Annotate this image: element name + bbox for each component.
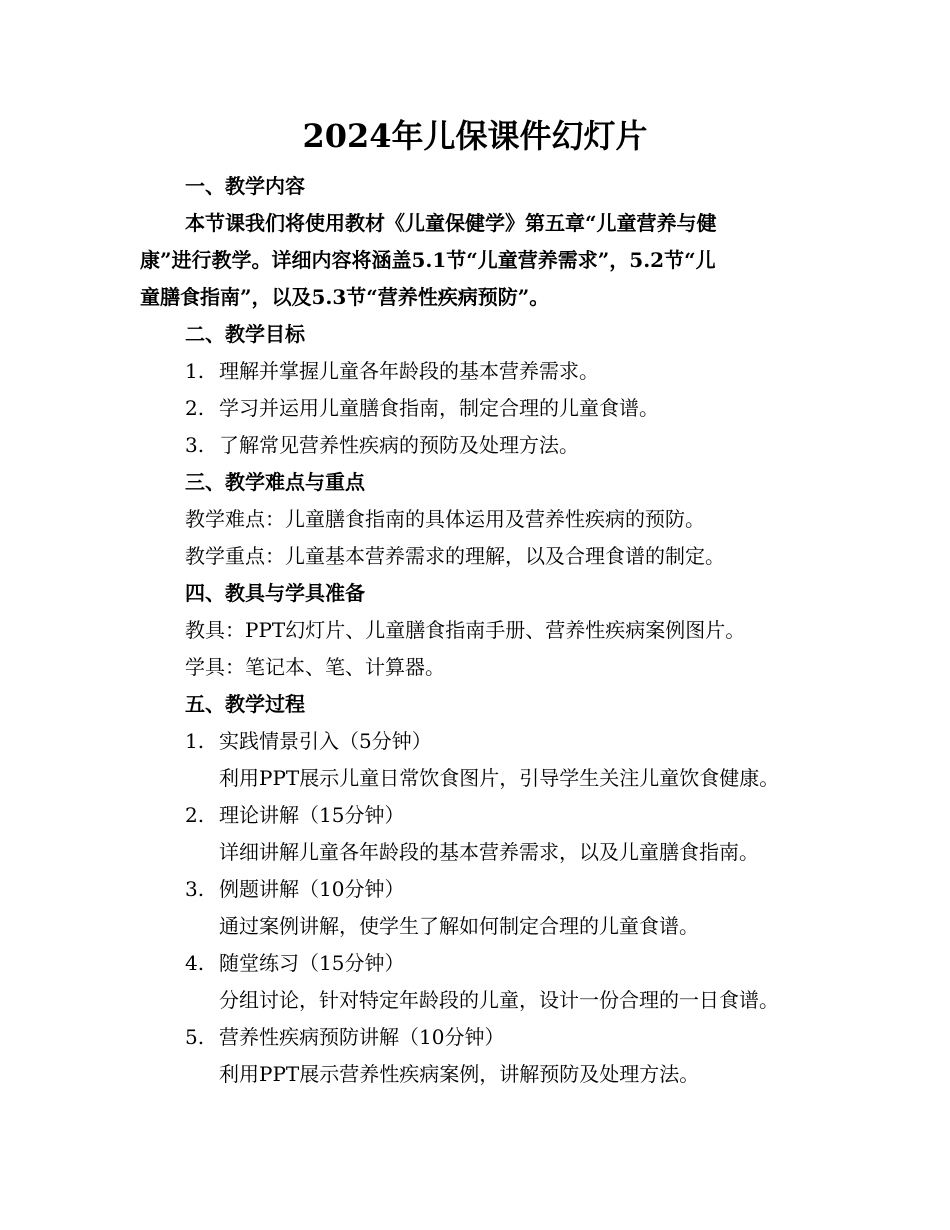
section-heading-process: 五、教学过程 (185, 692, 305, 716)
list-number: 3. (185, 433, 205, 457)
process-step-title (185, 875, 404, 903)
process-step-title (185, 727, 432, 755)
list-number: 1. (185, 359, 205, 383)
section-heading-materials: 四、教具与学具准备 (185, 581, 365, 605)
teaching-difficulty: 教学难点：儿童膳食指南的具体运用及营养性疾病的预防。 (185, 507, 705, 531)
teaching-focus: 教学重点：儿童基本营养需求的理解，以及合理食谱的制定。 (185, 544, 725, 568)
objective-item (185, 394, 659, 422)
step-title-text: 实践情景引入（5分钟） (219, 729, 432, 753)
list-number: 1. (185, 729, 205, 753)
process-step-description: 利用PPT展示儿童日常饮食图片，引导学生关注儿童饮食健康。 (219, 766, 780, 790)
list-number: 3. (185, 877, 205, 901)
section-heading-objectives: 二、教学目标 (185, 322, 305, 346)
objective-item (185, 357, 599, 385)
list-number: 2. (185, 396, 205, 420)
process-step-description: 分组讨论，针对特定年龄段的儿童，设计一份合理的一日食谱。 (219, 988, 779, 1012)
step-title-text: 营养性疾病预防讲解（10分钟） (219, 1025, 505, 1049)
list-number: 2. (185, 803, 205, 827)
section-heading-content: 一、教学内容 (185, 174, 305, 198)
objective-text: 理解并掌握儿童各年龄段的基本营养需求。 (219, 359, 599, 383)
process-step-title (185, 801, 404, 829)
step-title-text: 随堂练习（15分钟） (219, 951, 405, 975)
list-number: 5. (185, 1025, 205, 1049)
objective-item (185, 431, 579, 459)
process-step-title (185, 949, 404, 977)
process-step-description: 通过案例讲解，使学生了解如何制定合理的儿童食谱。 (219, 914, 699, 938)
learning-aids: 学具：笔记本、笔、计算器。 (185, 655, 445, 679)
objective-text: 了解常见营养性疾病的预防及处理方法。 (219, 433, 579, 457)
content-paragraph-line-2: 康”进行教学。详细内容将涵盖5.1节“儿童营养需求”，5.2节“儿 (140, 248, 716, 272)
step-title-text: 例题讲解（10分钟） (219, 877, 405, 901)
document-title: 2024年儿保课件幻灯片 (302, 117, 648, 155)
content-paragraph-line-3: 童膳食指南”，以及5.3节“营养性疾病预防”。 (140, 285, 550, 309)
process-step-title (185, 1023, 504, 1051)
list-number: 4. (185, 951, 205, 975)
section-heading-difficulties: 三、教学难点与重点 (185, 470, 365, 494)
process-step-description: 利用PPT展示营养性疾病案例，讲解预防及处理方法。 (219, 1062, 700, 1086)
content-paragraph-line-1: 本节课我们将使用教材《儿童保健学》第五章“儿童营养与健 (185, 211, 717, 235)
teaching-aids: 教具：PPT幻灯片、儿童膳食指南手册、营养性疾病案例图片。 (185, 618, 746, 642)
process-step-description: 详细讲解儿童各年龄段的基本营养需求，以及儿童膳食指南。 (219, 840, 759, 864)
objective-text: 学习并运用儿童膳食指南，制定合理的儿童食谱。 (219, 396, 659, 420)
step-title-text: 理论讲解（15分钟） (219, 803, 405, 827)
